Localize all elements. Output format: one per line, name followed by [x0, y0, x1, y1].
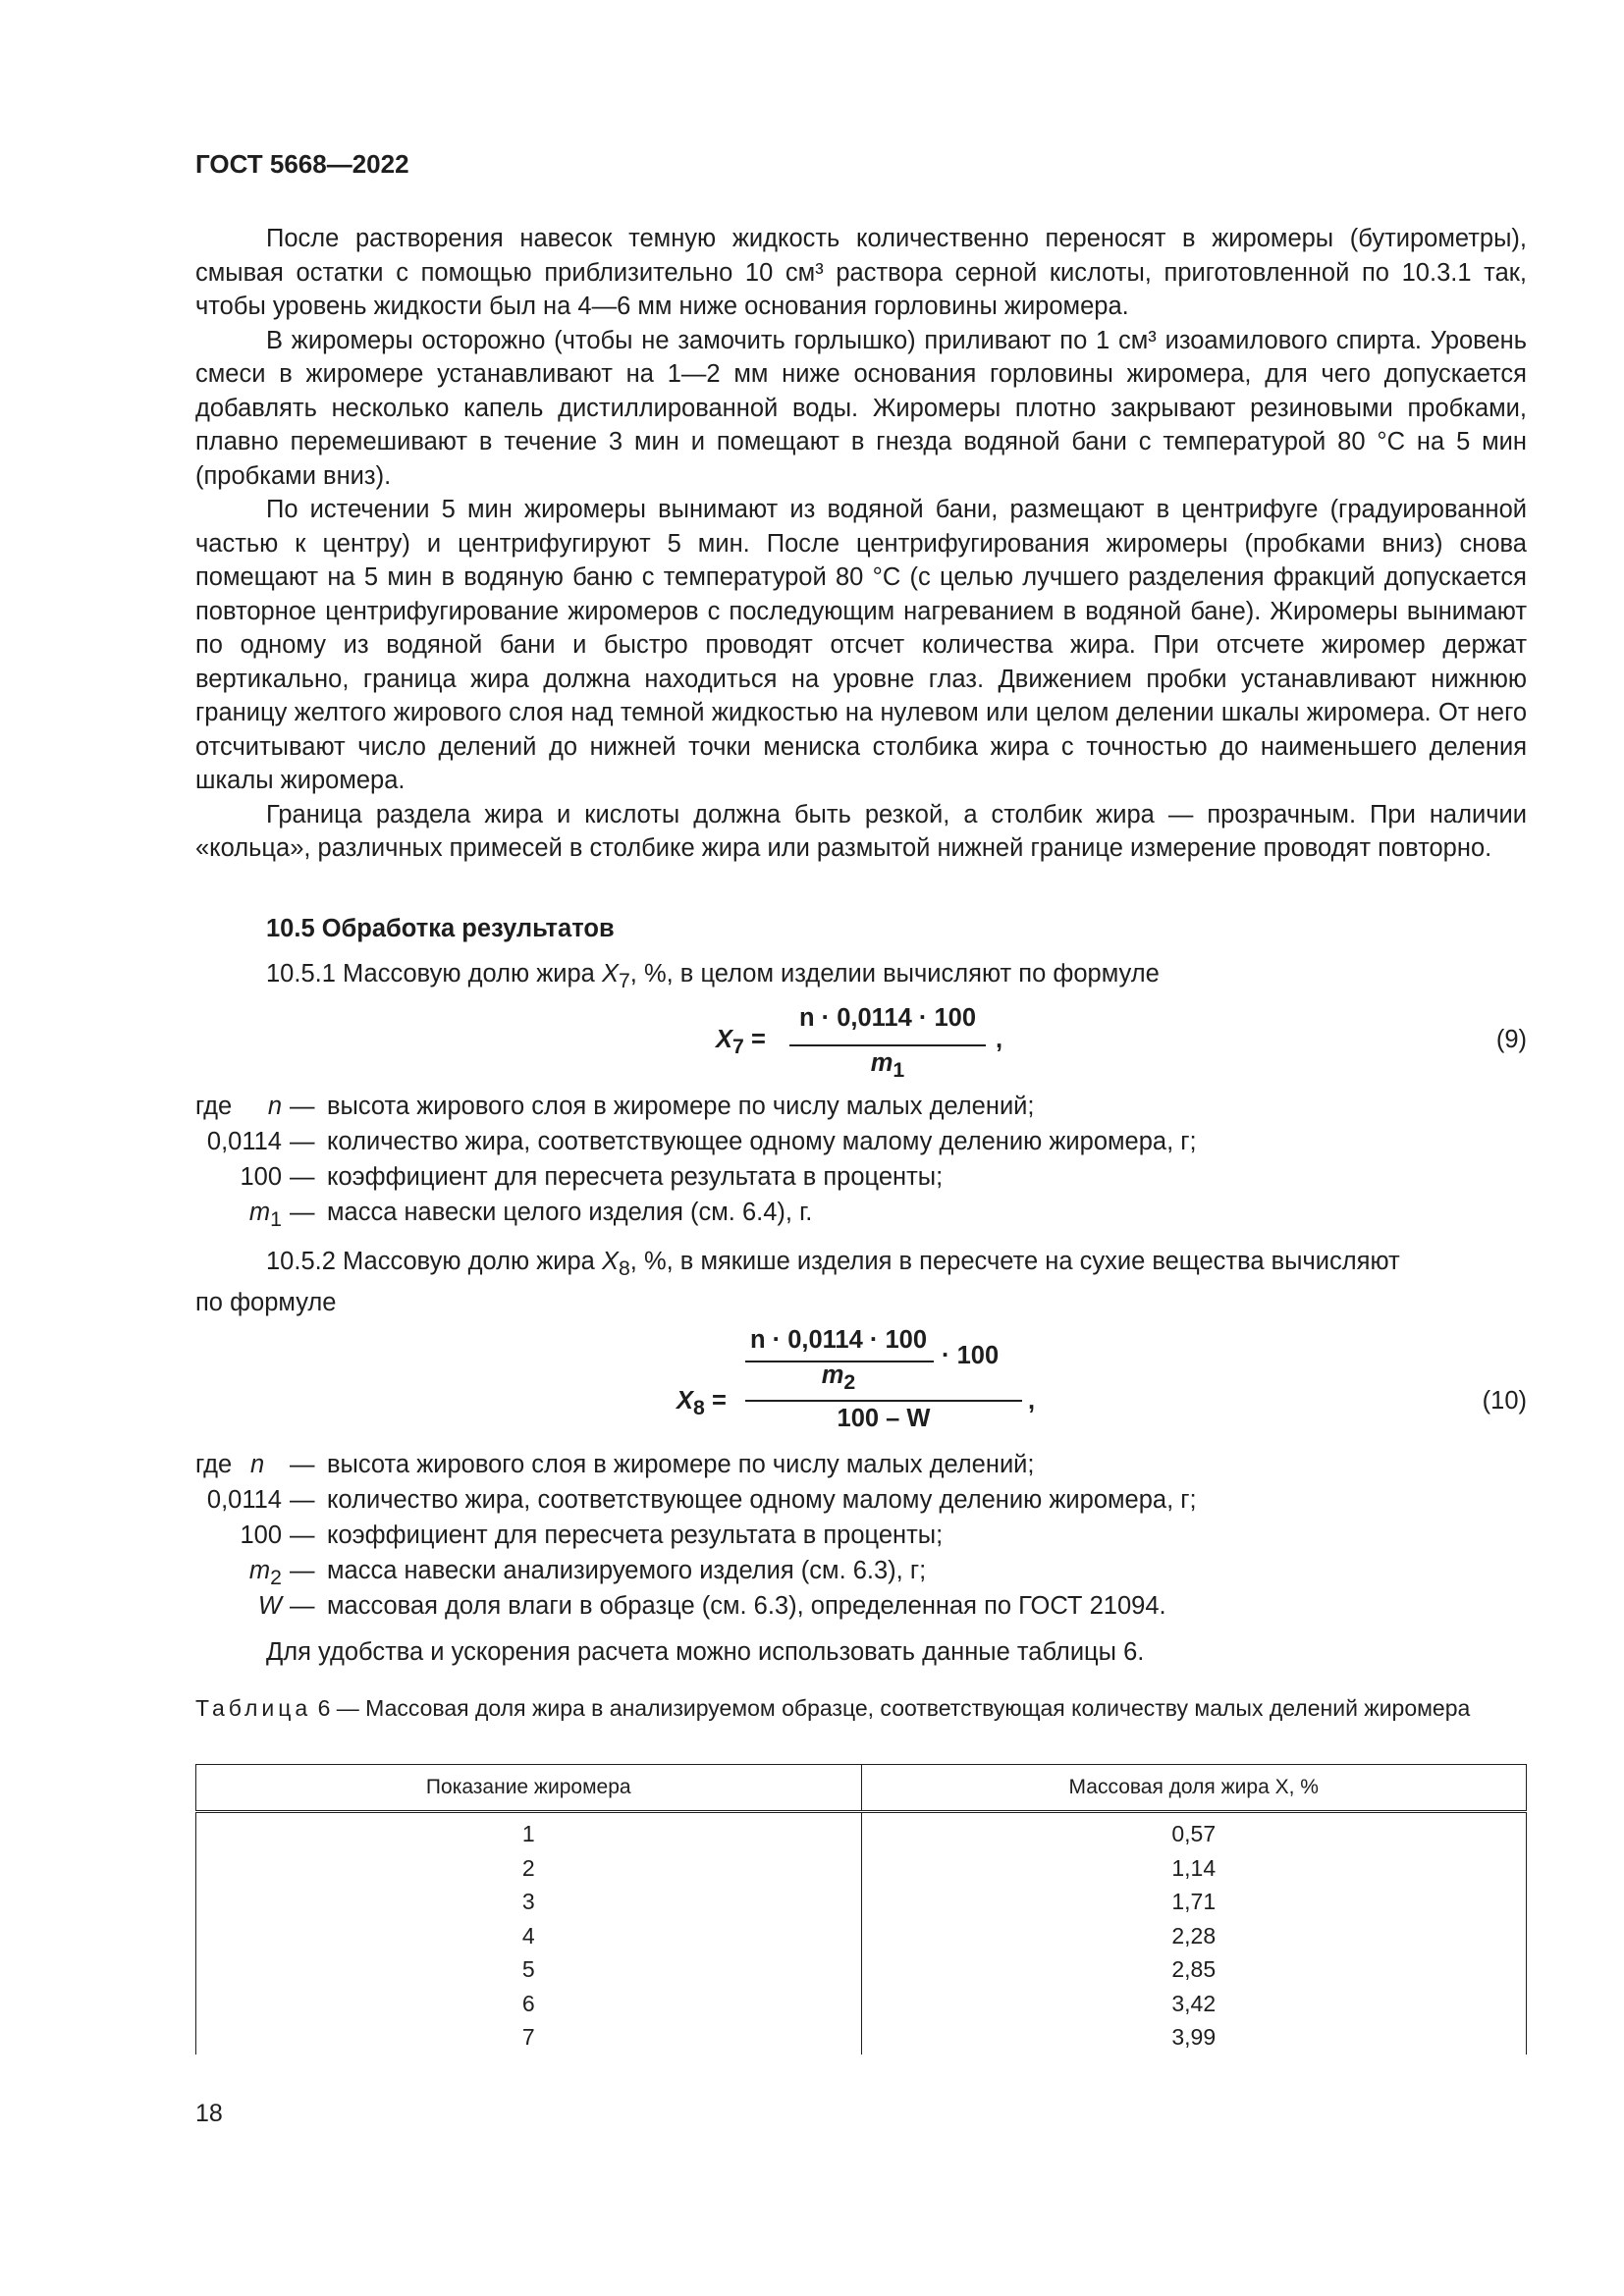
table-cell-reading: 6 — [196, 1987, 862, 2021]
table-caption: Таблица 6 — Массовая доля жира в анализируемом образце, соответствующая количеству малых делений жиромера — [195, 1695, 1471, 1721]
table-cell-fat: 2,28 — [861, 1919, 1527, 1953]
table-row — [196, 1952, 1527, 1987]
table-cell-fat: 1,71 — [861, 1885, 1527, 1919]
fat-table — [195, 1764, 1527, 2055]
paragraph-1: После растворения навесок темную жидкость количественно переносят в жиромеры (бутирометры), смывая остатки с помощью приблизительно 10 см³ раствора серной кислоты, приготовленной по 10.3.1 так, чтобы уровень жидкости был на 4—6 мм ниже основания горловины жиромера. — [195, 225, 1527, 320]
table-row — [196, 1851, 1527, 1886]
where-list-2: где n — высота жирового слоя в жиромере по числу малых делений; 0,0114 — количество жира, соответствующее одному малому делению жиромера, г; 100 — коэффициент для пересчета результата в проценты; $m_2$ — масса навески анализируемого изделия (см. 6.3), г; W — массовая доля влаги в образце (см. 6.3), определенная по ГОСТ 21094. — [195, 1451, 1197, 1620]
table-cell-reading: 7 — [196, 2020, 862, 2055]
body-text — [195, 222, 1527, 866]
formula-9-number: (9) — [1495, 1026, 1527, 1053]
where-list-1: где n — высота жирового слоя в жиромере по числу малых делений; 0,0114 — количество жира, соответствующее одному малому делению жиромера, г; 100 — коэффициент для пересчета результата в проценты; $m_1$ — масса навески целого изделия (см. 6.4), г. — [195, 1093, 1197, 1232]
formula-10: $X_8$ = n · 0,0114 · 100 $m_2$ · 100 100 – W , (10) — [195, 1323, 1527, 1441]
table-cell-reading: 3 — [196, 1885, 862, 1919]
formula-10-number: (10) — [1482, 1387, 1527, 1415]
table-row — [196, 1885, 1527, 1919]
clause-10-5-2: 10.5.2 Массовую долю жира $X_8$, %, в мякише изделия в пересчете на сухие вещества вычисляют по формуле — [195, 1248, 1400, 1316]
table-cell-fat: 2,85 — [861, 1952, 1527, 1987]
formula-10-denominator: 100 – W — [837, 1405, 931, 1432]
clause-10-5-1: 10.5.1 Массовую долю жира $X_7$, %, в целом изделии вычисляют по формуле — [266, 960, 1160, 993]
table-cell-reading: 4 — [196, 1919, 862, 1953]
table-row — [196, 1919, 1527, 1953]
table-cell-reading: 1 — [196, 1812, 862, 1851]
page-number: 18 — [195, 2100, 223, 2127]
table-cell-fat: 1,14 — [861, 1851, 1527, 1886]
table-cell-reading: 5 — [196, 1952, 862, 1987]
formula-9-numerator: n · 0,0114 · 100 — [798, 1004, 977, 1032]
table-cell-reading: 2 — [196, 1851, 862, 1886]
table-row — [196, 2020, 1527, 2055]
document-header: ГОСТ 5668—2022 — [195, 149, 409, 179]
table-row — [196, 1812, 1527, 1851]
table-cell-fat: 3,42 — [861, 1987, 1527, 2021]
table-cell-fat: 0,57 — [861, 1812, 1527, 1851]
formula-9-denominator: $m_1$ — [870, 1049, 905, 1083]
paragraph-4: Граница раздела жира и кислоты должна быть резкой, а столбик жира — прозрачным. При наличии «кольца», различных примесей в столбике жира или размытой нижней границе измерение проводят повторно. — [195, 800, 1527, 862]
formula-10-inner-numerator: n · 0,0114 · 100 — [749, 1326, 928, 1354]
table-cell-fat: 3,99 — [861, 2020, 1527, 2055]
paragraph-2: В жиромеры осторожно (чтобы не замочить горлышко) приливают по 1 см³ изоамилового спирта. Уровень смеси в жиромере устанавливают на 1—2 мм ниже основания горловины жиромера, для чего допускается добавлять несколько капель дистиллированной воды. Жиромеры плотно закрывают резиновыми пробками, плавно перемешивают в течение 3 мин и помещают в гнезда водяной бани с температурой 80 °С на 5 мин (пробками вниз). — [195, 326, 1527, 490]
paragraph-3: По истечении 5 мин жиромеры вынимают из водяной бани, размещают в центрифуге (градуированной частью к центру) и центрифугируют 5 мин. После центрифугирования жиромеры (пробками вниз) снова помещают на 5 мин в водяную баню с температурой 80 °С (с целью лучшего разделения фракций допускается повторное центрифугирование жиромеров с последующим нагреванием в водяной бане). Жиромеры вынимают по одному из водяной бани и быстро проводят отсчет количества жира. При отсчете жиромер держат вертикально, граница жира должна находиться на уровне глаз. Движением пробки устанавливают нижнюю границу желтого жирового слоя над темной жидкостью на нулевом или целом делении шкалы жиромера. От него отсчитывают число делений до нижней точки мениска столбика жира с точностью до наименьшего деления шкалы жиромера. — [195, 496, 1527, 794]
table-header-fat: Массовая доля жира X, % — [861, 1765, 1527, 1812]
table-row — [196, 1987, 1527, 2021]
section-title: 10.5 Обработка результатов — [266, 915, 615, 942]
convenience-note: Для удобства и ускорения расчета можно использовать данные таблицы 6. — [266, 1638, 1145, 1666]
table-header-reading: Показание жиромера — [196, 1765, 862, 1812]
formula-9: $X_7$ = n · 0,0114 · 100 $m_1$ , (9) — [195, 1001, 1527, 1099]
formula-10-inner-denominator: $m_2$ — [821, 1362, 856, 1395]
